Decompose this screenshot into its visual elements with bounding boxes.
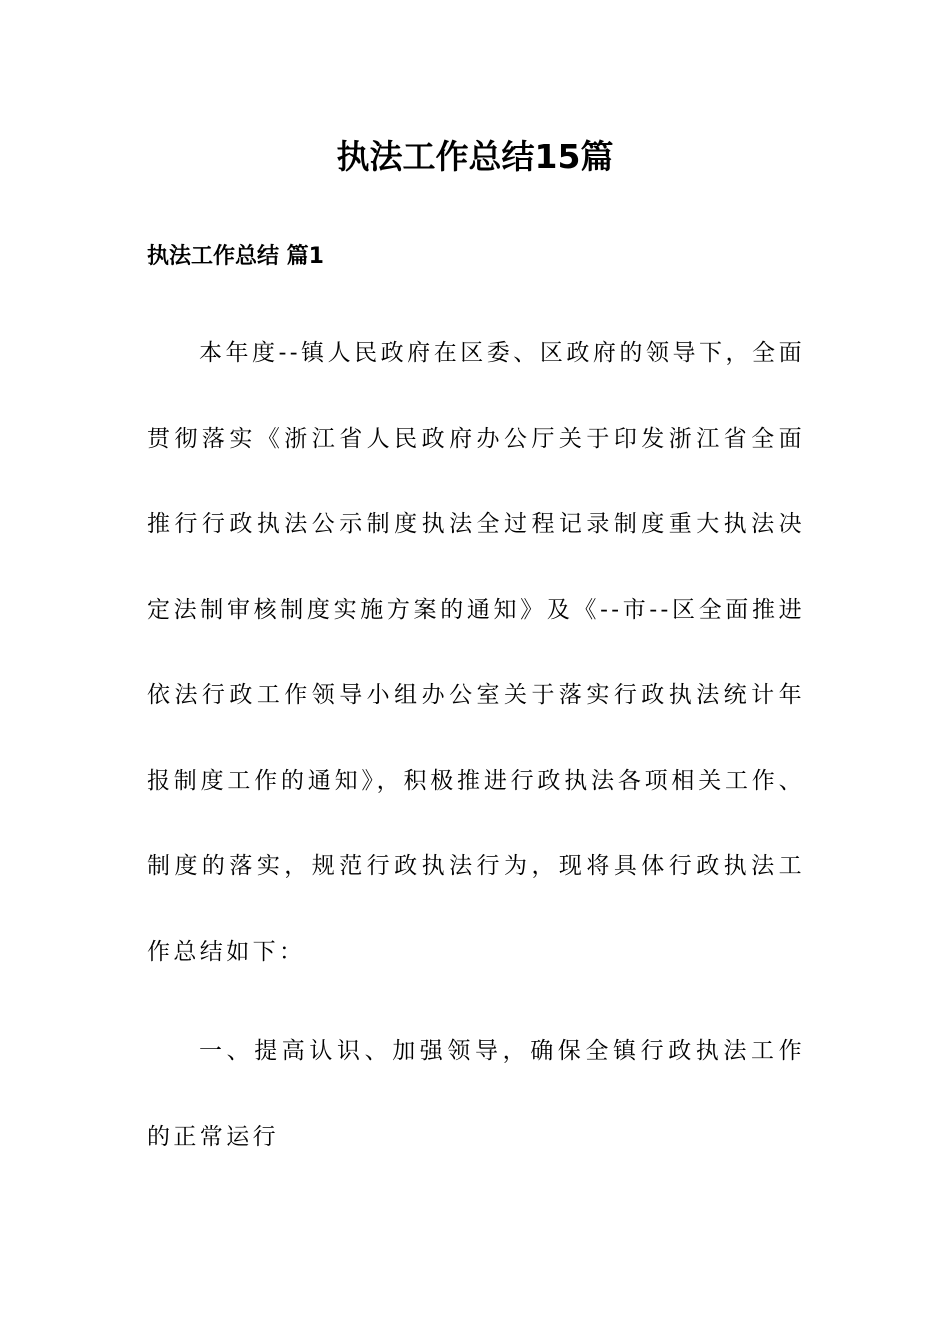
body-paragraph-intro: 本年度--镇人民政府在区委、区政府的领导下，全面贯彻落实《浙江省人民政府办公厅关于印发浙江省全面推行行政执法公示制度执法全过程记录制度重大执法决定法制审核制度实施方案的通知》及《--市--区全面推进依法行政工作领导小组办公室关于落实行政执法统计年报制度工作的通知》，积极推进行政执法各项相关工作、制度的落实，规范行政执法行为，现将具体行政执法工作总结如下：	[147, 340, 805, 965]
body-paragraph-section-one: 一、提高认识、加强领导，确保全镇行政执法工作的正常运行	[147, 1038, 805, 1150]
section-heading: 执法工作总结 篇1	[147, 244, 324, 269]
document-title: 执法工作总结15篇	[336, 137, 614, 176]
